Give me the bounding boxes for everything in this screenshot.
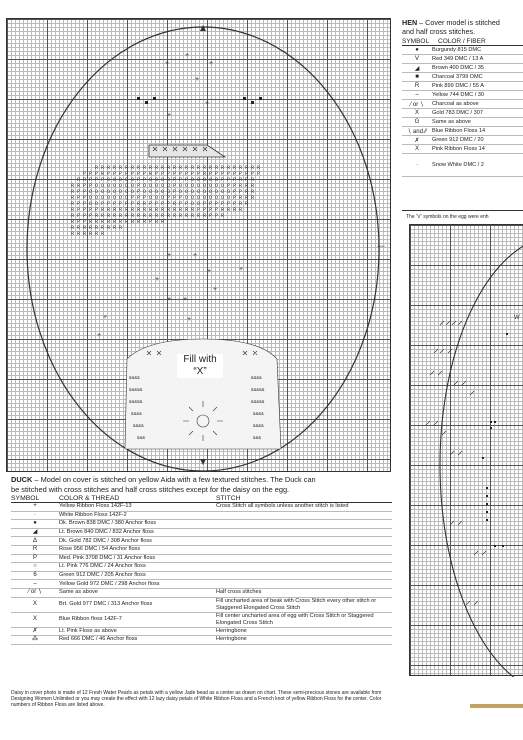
duck-row <box>11 554 392 563</box>
duck-symbol: ⁂ <box>11 636 59 645</box>
svg-text:R R R: R R R R R R <box>71 231 105 237</box>
hen-color: Charcoal as above <box>432 101 479 107</box>
hen-symbol: X <box>414 110 419 116</box>
svg-text:+: + <box>205 100 210 107</box>
svg-text:&&&: &&& <box>137 436 146 441</box>
hen-chart-mark: W <box>514 315 520 321</box>
svg-text:+: + <box>103 314 108 321</box>
hen-symbol: ■ <box>415 74 419 80</box>
duck-stitch <box>216 554 392 563</box>
duck-table <box>11 495 392 645</box>
hen-symbol: G <box>414 119 420 125</box>
svg-text:R P P R R R R R: R P P R R R R R R R R R R P R R <box>71 219 165 225</box>
hen-row <box>402 109 523 118</box>
symbol-band <box>71 165 260 237</box>
hen-col-symbol: SYMBOL <box>402 38 430 45</box>
duck-table-body <box>11 503 392 645</box>
hen-row <box>402 100 523 109</box>
duck-stitch: Cross Stitch all symbols unless another stitch is listed <box>216 503 392 512</box>
duck-row <box>11 571 392 580</box>
svg-text:&&&&: &&&& <box>131 412 142 417</box>
svg-text:R P P P R R R R R R R R R: R P P P R R R R R R R R R R R R R R R R R R R P P R <box>71 213 225 219</box>
duck-col-color: COLOR & THREAD <box>59 495 216 503</box>
hen-title <box>402 18 523 36</box>
hen-title-rest: – Cover model is stitched <box>417 18 500 27</box>
duck-title-rest: – Model on cover is stitched on yellow Aida with a few textured stitches. The Duck can <box>32 475 316 484</box>
svg-text:&&&&: &&&& <box>133 424 144 429</box>
svg-text:+: + <box>187 316 192 323</box>
svg-text:+: + <box>97 332 102 339</box>
hen-dots <box>482 333 508 547</box>
svg-text:&&&&&: &&&&& <box>251 388 265 393</box>
hen-symbol: ● <box>415 47 419 53</box>
hen-symbol: R <box>414 83 420 89</box>
duck-symbol: R <box>11 545 59 554</box>
hen-row <box>402 55 523 64</box>
hen-color: Same as above <box>432 119 471 125</box>
duck-color: Med. Pink 3708 DMC / 31 Anchor floss <box>59 554 216 563</box>
svg-text:R P P O O O O O O O P P P O O: R P P O O O O O O O P P P O O O P P P O O O O O O O O P R R R <box>71 195 255 201</box>
duck-color: Yellow Ribbon Floss 142F-13 <box>59 503 216 512</box>
hen-color: Burgundy 815 DMC <box>432 47 482 53</box>
duck-symbol: + <box>11 503 59 512</box>
hen-symbol: ◢ <box>414 65 420 72</box>
hen-color: Charcoal 3799 DMC <box>432 74 483 80</box>
duck-stitch <box>216 511 392 520</box>
fill-label-line1: Fill with <box>183 354 217 365</box>
fill-label <box>177 354 223 378</box>
beak-stitches <box>149 145 225 157</box>
svg-text:R P P O O P P P P P P R R P P: R P P O O P P P P P P R R P P P P R P P O O P P P P P P R R <box>71 201 249 207</box>
hen-table-header <box>402 38 523 46</box>
duck-symbol: ◢ <box>11 528 59 537</box>
duck-stitch <box>216 571 392 580</box>
hen-row <box>402 73 523 82</box>
duck-chart-drawing <box>7 19 392 473</box>
duck-symbol: X <box>11 597 59 612</box>
hen-row <box>402 91 523 100</box>
duck-color: Blue Ribbon floss 142F-7 <box>59 612 216 627</box>
hen-symbol: ✗ <box>414 137 420 144</box>
fill-label-line2: “X” <box>193 366 207 377</box>
svg-text:+: + <box>167 252 172 259</box>
duck-stitch: Half cross stitches <box>216 588 392 597</box>
duck-title-bold: DUCK <box>11 475 33 484</box>
duck-symbol: P <box>11 554 59 563</box>
svg-text:+: + <box>165 60 170 67</box>
duck-symbol: ✗ <box>11 627 59 636</box>
hen-row <box>402 82 523 91</box>
svg-text:R R R R R R R R R R R R R R R: R R R R R R R R R R R R R R R R R R R R R R R R R R R R <box>95 165 261 171</box>
duck-stitch: Fill uncharted area of beak with Cross Stitch every other stitch or Staggered Elongated Cross Stitch <box>216 597 392 612</box>
hen-color: Blue Ribbon Floss 14 <box>432 128 486 134</box>
hen-half-stitches <box>426 321 486 605</box>
svg-text:&&&&: &&&& <box>253 412 264 417</box>
duck-row <box>11 597 392 612</box>
svg-text:R R P P O O O O O O O P O O O: R R P P O O O O O O O P O O O O O P O O O O O O O O P P R R R <box>71 183 255 189</box>
hen-row <box>402 64 523 73</box>
duck-row <box>11 537 392 546</box>
svg-text:R P P O O O O O O O O P O O O: R P P O O O O O O O O P O O O O O P O O O O O O O O O P P R R <box>71 189 255 195</box>
hen-note: The “v” symbols on the egg were enh <box>406 214 489 220</box>
duck-table-header <box>11 495 392 503</box>
hen-color: Pink 899 DMC / 55 A <box>432 83 484 89</box>
hen-row <box>402 136 523 145</box>
duck-symbol: 6 <box>11 571 59 580</box>
svg-text:&&&&&: &&&&& <box>129 388 143 393</box>
duck-row <box>11 503 392 512</box>
hen-row <box>402 118 523 127</box>
hen-legend <box>402 18 523 177</box>
duck-stitch: Herringbone <box>216 636 392 645</box>
hen-chart <box>409 224 523 676</box>
duck-row <box>11 627 392 636</box>
duck-eyes <box>137 97 262 104</box>
duck-stitch <box>216 537 392 546</box>
hen-symbol: – <box>415 92 419 98</box>
duck-stitch <box>216 563 392 572</box>
svg-text:&&&&&: &&&&& <box>251 400 265 405</box>
duck-color: Red 666 DMC / 46 Anchor floss <box>59 636 216 645</box>
duck-chart <box>6 18 391 472</box>
svg-text:+: + <box>239 266 244 273</box>
duck-stitch <box>216 528 392 537</box>
duck-symbol: ⁄ or ∖ <box>11 588 59 597</box>
duck-symbol: ○ <box>11 563 59 572</box>
duck-row <box>11 545 392 554</box>
duck-color: Yellow Gold 972 DMC / 298 Anchor floss <box>59 580 216 589</box>
svg-text:+: + <box>167 112 172 119</box>
duck-row <box>11 588 392 597</box>
hen-row <box>402 46 523 55</box>
svg-text:+: + <box>167 296 172 303</box>
svg-text:+: + <box>213 286 218 293</box>
svg-text:+: + <box>193 252 198 259</box>
hen-col-color: COLOR / FIBER <box>438 38 486 45</box>
duck-color: Rose 956 DMC / 54 Anchor floss <box>59 545 216 554</box>
duck-stitch: Fill center uncharted area of egg with Cross Stitch or Staggered Elongated Cross Stitch <box>216 612 392 627</box>
duck-title <box>11 475 392 494</box>
duck-legend <box>11 475 392 645</box>
duck-color: Lt. Pink Floss as above <box>59 627 216 636</box>
hen-row <box>402 145 523 154</box>
svg-text:+: + <box>207 268 212 275</box>
svg-text:R R P P P O O O O O P P O O O: R R P P P O O O O O P P O O O O P P P O O O O O P P P R R R <box>77 177 255 183</box>
duck-color: Lt. Pink 776 DMC / 24 Anchor floss <box>59 563 216 572</box>
duck-symbol: · <box>11 511 59 520</box>
hen-symbol: ∖ and ⁄⁄ <box>407 128 427 135</box>
hen-divider <box>402 210 523 211</box>
duck-color: Brt. Gold 977 DMC / 313 Anchor floss <box>59 597 216 612</box>
duck-row <box>11 520 392 529</box>
hen-title-bold: HEN <box>402 18 418 27</box>
hen-color: Snow White DMC / 2 <box>432 162 484 168</box>
hen-title-line2: and half cross stitches. <box>402 27 476 36</box>
hen-color: Red 349 DMC / 13 A <box>432 56 484 62</box>
center-arrow-right: ← <box>375 237 387 251</box>
hen-egg-outline <box>440 235 523 677</box>
hen-color: Yellow 744 DMC / 30 <box>432 92 485 98</box>
duck-row <box>11 612 392 627</box>
duck-stitch <box>216 520 392 529</box>
svg-text:R R R R: R R R R R R R R R <box>71 225 123 231</box>
duck-color: Same as above <box>59 588 216 597</box>
svg-text:P P P R P P P P P P P R P P P: P P P R P P P P P P P R P P P P P P P P R P P P P P P P P P <box>83 171 261 177</box>
duck-stitch <box>216 580 392 589</box>
duck-row <box>11 563 392 572</box>
svg-text:+: + <box>155 276 160 283</box>
duck-symbol: X <box>11 612 59 627</box>
duck-note: Daisy in cover photo is made of 12 Fresh Water Pearls as petals with a yellow Jade bead as a center as drawn on chart. These semi-precious stones are available from Designing Women Unlimited or you may create the effect with 12 lazy daisy petals of White Ribbon Floss and a French knot of yellow Ribbon Floss for the center. Color numbers of Ribbon Floss are listed above. <box>11 690 382 708</box>
svg-text:&&&&: &&&& <box>251 376 262 381</box>
hen-chart-drawing <box>410 225 523 677</box>
duck-col-stitch: STITCH <box>216 495 392 503</box>
hen-symbol: ⁄ or ∖ <box>410 101 424 108</box>
hen-color: Gold 783 DMC / 307 <box>432 110 483 116</box>
hen-symbol: · <box>416 162 418 168</box>
duck-symbol: Δ <box>11 537 59 546</box>
duck-symbol: – <box>11 580 59 589</box>
center-arrow-bottom <box>200 459 206 465</box>
duck-col-symbol: SYMBOL <box>11 495 59 503</box>
center-arrow-top <box>200 25 206 31</box>
duck-color: Dk. Gold 782 DMC / 308 Anchor floss <box>59 537 216 546</box>
duck-stitch <box>216 545 392 554</box>
duck-color: White Ribbon Floss 142F-2 <box>59 511 216 520</box>
svg-text:&&&&&: &&&&& <box>129 400 143 405</box>
svg-text:+: + <box>195 76 200 83</box>
svg-text:+: + <box>183 296 188 303</box>
hen-row <box>402 154 523 177</box>
hen-row <box>402 127 523 136</box>
duck-row <box>11 636 392 645</box>
svg-text:&&&: &&& <box>253 436 262 441</box>
duck-row <box>11 511 392 520</box>
duck-row <box>11 580 392 589</box>
hen-symbol: V <box>414 56 419 62</box>
duck-title-line2: be stitched with cross stitches and half cross stitches except for the daisy on the egg. <box>11 484 290 494</box>
hen-symbol: X <box>414 146 419 152</box>
svg-text:+: + <box>185 52 190 59</box>
duck-color: Dk. Brown 838 DMC / 380 Anchor floss <box>59 520 216 529</box>
duck-stitch: Herringbone <box>216 627 392 636</box>
photo-strip <box>470 704 523 708</box>
hen-color: Green 912 DMC / 20 <box>432 137 484 143</box>
svg-text:&&&&: &&&& <box>129 376 140 381</box>
svg-text:R P P P P R R R R R R R R R R: R P P P P R R R R R R R R R R R R R R R R P P P P R R R R <box>71 207 243 213</box>
svg-text:+: + <box>209 60 214 67</box>
duck-color: Green 912 DMC / 205 Anchor floss <box>59 571 216 580</box>
svg-text:&&&&: &&&& <box>253 424 264 429</box>
duck-row <box>11 528 392 537</box>
hen-color: Pink Ribbon Floss 14 <box>432 146 485 152</box>
duck-color: Lt. Brown 840 DMC / 832 Anchor floss <box>59 528 216 537</box>
duck-symbol: ● <box>11 520 59 529</box>
hen-color: Brown 400 DMC / 35 <box>432 65 484 71</box>
hen-table-body <box>402 46 523 177</box>
